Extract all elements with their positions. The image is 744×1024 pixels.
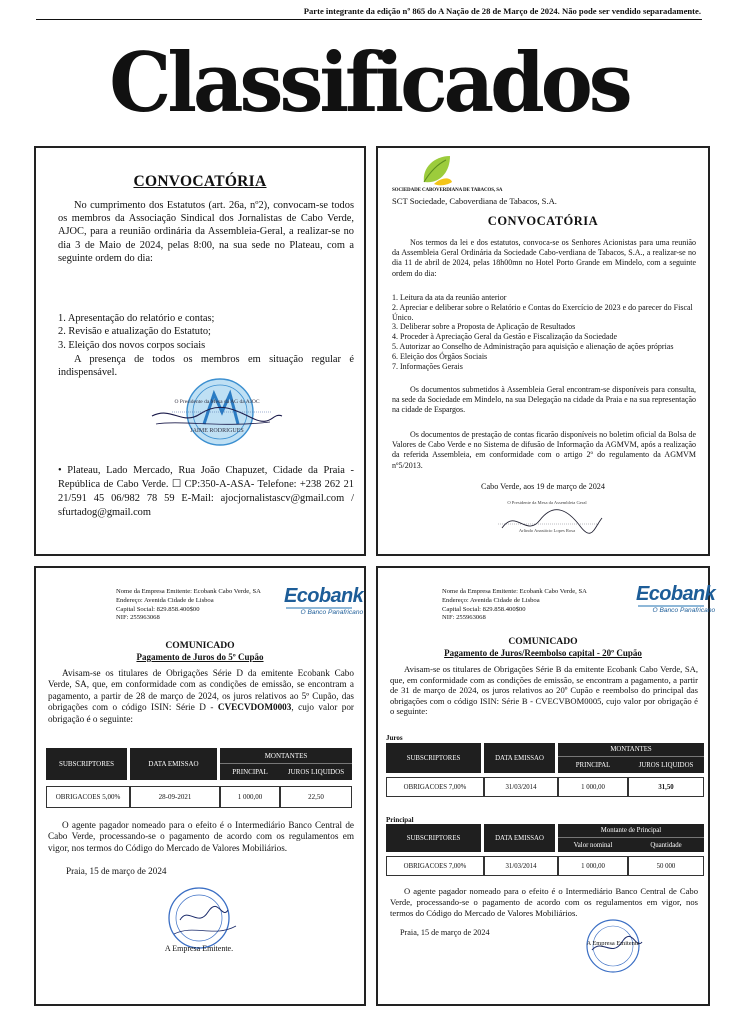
signature-label: A Empresa Emitente [586, 940, 640, 947]
notice-date: Praia, 15 de março de 2024 [66, 866, 167, 876]
issuer-line: Nome da Empresa Emitente: Ecobank Cabo Verde, SA [442, 588, 587, 595]
stamp-seal [568, 912, 658, 982]
ajoc-stamp-seal [142, 372, 292, 452]
principal-table [386, 824, 704, 876]
agenda-item: 3. Eleição dos novos corpos sociais [58, 339, 206, 351]
cell: OBRIGACOES 5,00% [46, 786, 130, 808]
edition-note: Parte integrante da edição nº 865 do A Nação de 28 de Março de 2024. Não pode ser vendido separadamente. [303, 6, 701, 16]
cell: 28-09-2021 [130, 786, 220, 808]
th-principal: PRINCIPAL [558, 757, 628, 773]
ajoc-stamp-top: O Presidente da Mesa da AG da AJOC [174, 399, 260, 405]
agenda-item: 3. Deliberar sobre a Proposta de Aplicação de Resultados [392, 322, 576, 332]
th-juros: JUROS LIQUIDOS [628, 757, 704, 773]
issuer-line: Endereço: Avenida Cidade de Lisboa [442, 596, 540, 604]
cell: OBRIGACOES 7,00% [386, 777, 484, 797]
table-row [386, 856, 704, 876]
notice-closing: O agente pagador nomeado para o efeito é o Intermediário Banco Central de Cabo Verde, processando-se o pagamento de acordo com os regulamentos em vigor, nos termos do Código do Mercado de Valores Mobiliários. [48, 820, 354, 853]
sct-docs: Os documentos submetidos à Assembleia Geral encontram-se disponíveis para consulta, na sede da Sociedade em Mindelo, na sua Delegação na cidade da Praia e na sua representação na cidade de Espargos. [392, 385, 696, 415]
cell: 50 000 [628, 856, 704, 876]
leaf-icon [420, 154, 454, 186]
th-juros: JUROS LIQUIDOS [280, 764, 352, 780]
th-montante-principal: Montante de Principal [558, 824, 704, 838]
issuer-line: Endereço: Avenida Cidade de Lisboa [116, 596, 214, 604]
ecobank-stamp [144, 880, 254, 960]
sct-agenda [392, 293, 702, 371]
issuer-line: Capital Social: 829.858.400$00 [116, 605, 200, 613]
notice-body: Avisam-se os titulares de Obrigações Série D da emitente Ecobank Cabo Verde, SA, que, em conformidade com as condições de emissão, se encontram a pagamento, a partir de 28 de março de 2024, os juros relativos ao 5º Cupão, das obrigações com o código ISIN: Série D - CVECVDOM0003, cujo valor por obrigação é o seguinte: [48, 668, 354, 724]
juros-table [386, 743, 704, 797]
notice-date: Praia, 15 de março de 2024 [400, 928, 490, 937]
issuer-line: Nome da Empresa Emitente: Ecobank Cabo Verde, SA [116, 588, 261, 595]
cell: 31,50 [628, 777, 704, 797]
cell: 31/03/2014 [484, 777, 558, 797]
issuer-line: NIF: 255963068 [116, 614, 160, 622]
notice-title: COMUNICADO [165, 640, 235, 651]
ecobank-logo-tag: O Banco Panafricano [652, 607, 716, 614]
agenda-item: 1. Apresentação do relatório e contas; [58, 313, 215, 324]
sct-title: CONVOCATÓRIA [487, 214, 599, 228]
issuer-line: NIF: 255963068 [442, 614, 486, 622]
signature-label: A Empresa Emitente. [164, 944, 234, 953]
th-subscriptores: SUBSCRIPTORES [46, 748, 130, 780]
masthead-title: Classificados [109, 36, 629, 131]
agenda-item: 2. Apreciar e deliberar sobre o Relatório e Contas do Exercício de 2023 e do parecer do Fiscal Único. [392, 302, 693, 322]
th-quantidade: Quantidade [628, 838, 704, 852]
ajoc-presence: A presença de todos os membros em situação regular é indispensável. [58, 354, 354, 379]
ecobank-logo-tag: O Banco Panafricano [300, 609, 364, 616]
sct-signature [482, 498, 612, 544]
ajoc-address: • Plateau, Lado Mercado, Rua João Chapuzet, Cidade da Praia - República de Cabo Verde. ☐ CP:350-A-ASA- Telefone: +238 262 21 21/591 45 06/982 78 59 E-Mail: ajocjornalistascv@gmail.com / sfurtadog@gmail.com [58, 465, 354, 518]
cell: OBRIGACOES 7,00% [386, 856, 484, 876]
sct-notice [376, 146, 710, 556]
table-row [46, 786, 352, 808]
cell: 1 000,00 [220, 786, 280, 808]
issuer-info [116, 588, 261, 623]
agenda-item: 2. Revisão e atualização do Estatuto; [58, 326, 211, 338]
th-valor-nominal: Valor nominal [558, 838, 628, 852]
table-row [386, 777, 704, 797]
cell: 22,50 [280, 786, 352, 808]
principal-label: Principal [386, 816, 414, 824]
ajoc-title: CONVOCATÓRIA [133, 173, 267, 190]
cell: 1 000,00 [558, 777, 628, 797]
issuer-info [442, 588, 587, 623]
ecobank-logo-word: Ecobank [636, 583, 716, 605]
sct-sig-top: O Presidente da Mesa da Assembleia Geral [507, 500, 587, 505]
notice-subtitle: Pagamento de Juros do 5º Cupão [136, 652, 264, 662]
ecobank-notice-serie-d [34, 566, 366, 1006]
ecobank-notice-serie-b [376, 566, 716, 1006]
juros-label: Juros [386, 734, 403, 742]
ecobank-stamp [568, 912, 658, 982]
top-rule [36, 19, 702, 20]
notice-title: COMUNICADO [508, 636, 578, 647]
issuer-line: Capital Social: 829.858.400$00 [442, 605, 526, 613]
ajoc-intro: No cumprimento dos Estatutos (art. 26a, nº2), convocam-se todos os membros da Associação Sindical dos Jornalistas de Cabo Verde, AJOC, para a reunião ordinária da Assembleia-Geral, a realizar-se no dia 3 de Maio de 2024, pelas 8:00, na sua sede no Plateau, com a seguinte ordem do dia: [58, 200, 354, 264]
cell: 31/03/2014 [484, 856, 558, 876]
notice-closing: O agente pagador nomeado para o efeito é o Intermediário Banco Central de Cabo Verde, processando-se o pagamento de acordo com os regulamentos em vigor, nos termos do Código do Mercado de Valores Mobiliários. [390, 886, 698, 918]
sct-logo [420, 154, 454, 191]
ajoc-stamp [142, 372, 292, 452]
ecobank-logo [636, 584, 715, 615]
th-montantes: MONTANTES [220, 748, 352, 764]
agenda-item: 6. Eleição dos Órgãos Sociais [392, 351, 488, 361]
sct-intro: Nos termos da lei e dos estatutos, convoca-se os Senhores Acionistas para uma reunião da Assembleia Geral Ordinária da Sociedade Cabo-verdiana de Tabacos, S.A., a realizar-se no dia 11 de abril de 2024, pelas 18h00mn no Hotel Porto Grande em Mindelo, com a seguinte ordem do dia: [392, 238, 696, 278]
cell: 1 000,00 [558, 856, 628, 876]
agenda-item: 4. Proceder à Apreciação Geral da Gestão e Fiscalização da Sociedade [392, 332, 617, 342]
sct-logo-name: SOCIEDADE CABOVERDIANA DE TABACOS, SA [392, 188, 503, 193]
agenda-item: 5. Autorizar ao Conselho de Administração para aquisição e alienação de ações próprias [392, 341, 674, 351]
agenda-item: 1. Leitura da ata da reunião anterior [392, 293, 507, 302]
notice-subtitle: Pagamento de Juros/Reembolso capital - 20º Cupão [444, 648, 642, 658]
ecobank-logo-word: Ecobank [284, 585, 364, 607]
coupon-table [46, 748, 352, 808]
th-data-emissao: DATA EMISSAO [484, 743, 558, 773]
th-subscriptores: SUBSCRIPTORES [386, 824, 484, 852]
agenda-item: 7. Informações Gerais [392, 361, 463, 371]
ajoc-agenda [58, 312, 214, 352]
ajoc-stamp-name: JAIME RODRIGUES [190, 428, 244, 434]
ecobank-logo [284, 586, 363, 617]
th-montantes: MONTANTES [558, 743, 704, 757]
sct-docs2: Os documentos de prestação de contas ficarão disponíveis no boletim oficial da Bolsa de Valores de Cabo Verde e no Sistema de difusão de Informação da AGMVM, após a realização da referida Assembleia, em conformidade com o artigo 2º do regulamento da AGMVM nº5/2013. [392, 430, 696, 470]
isin-code: CVECVDOM0003 [217, 702, 292, 713]
th-data-emissao: DATA EMISSAO [484, 824, 558, 852]
th-principal: PRINCIPAL [220, 764, 280, 780]
notice-body: Avisam-se os titulares de Obrigações Série B da emitente Ecobank Cabo Verde, SA, que, em conformidade com as condições de emissão, se encontram a pagamento, a partir de 31 de março de 2024, os juros relativos ao 20º Cupão e reembolso do principal das obrigações com o código ISIN: Série B - CVECVBOM0005, cujo valor por obrigação é o seguinte: [390, 664, 698, 717]
sct-date: Cabo Verde, aos 19 de março de 2024 [481, 482, 605, 491]
sct-company: SCT Sociedade, Caboverdiana de Tabacos, S.A. [392, 196, 557, 206]
th-subscriptores: SUBSCRIPTORES [386, 743, 484, 773]
th-data-emissao: DATA EMISSAO [130, 748, 220, 780]
ajoc-notice [34, 146, 366, 556]
sct-sig-name: Arlindo Anastácio Lopes Rosa [518, 528, 576, 533]
